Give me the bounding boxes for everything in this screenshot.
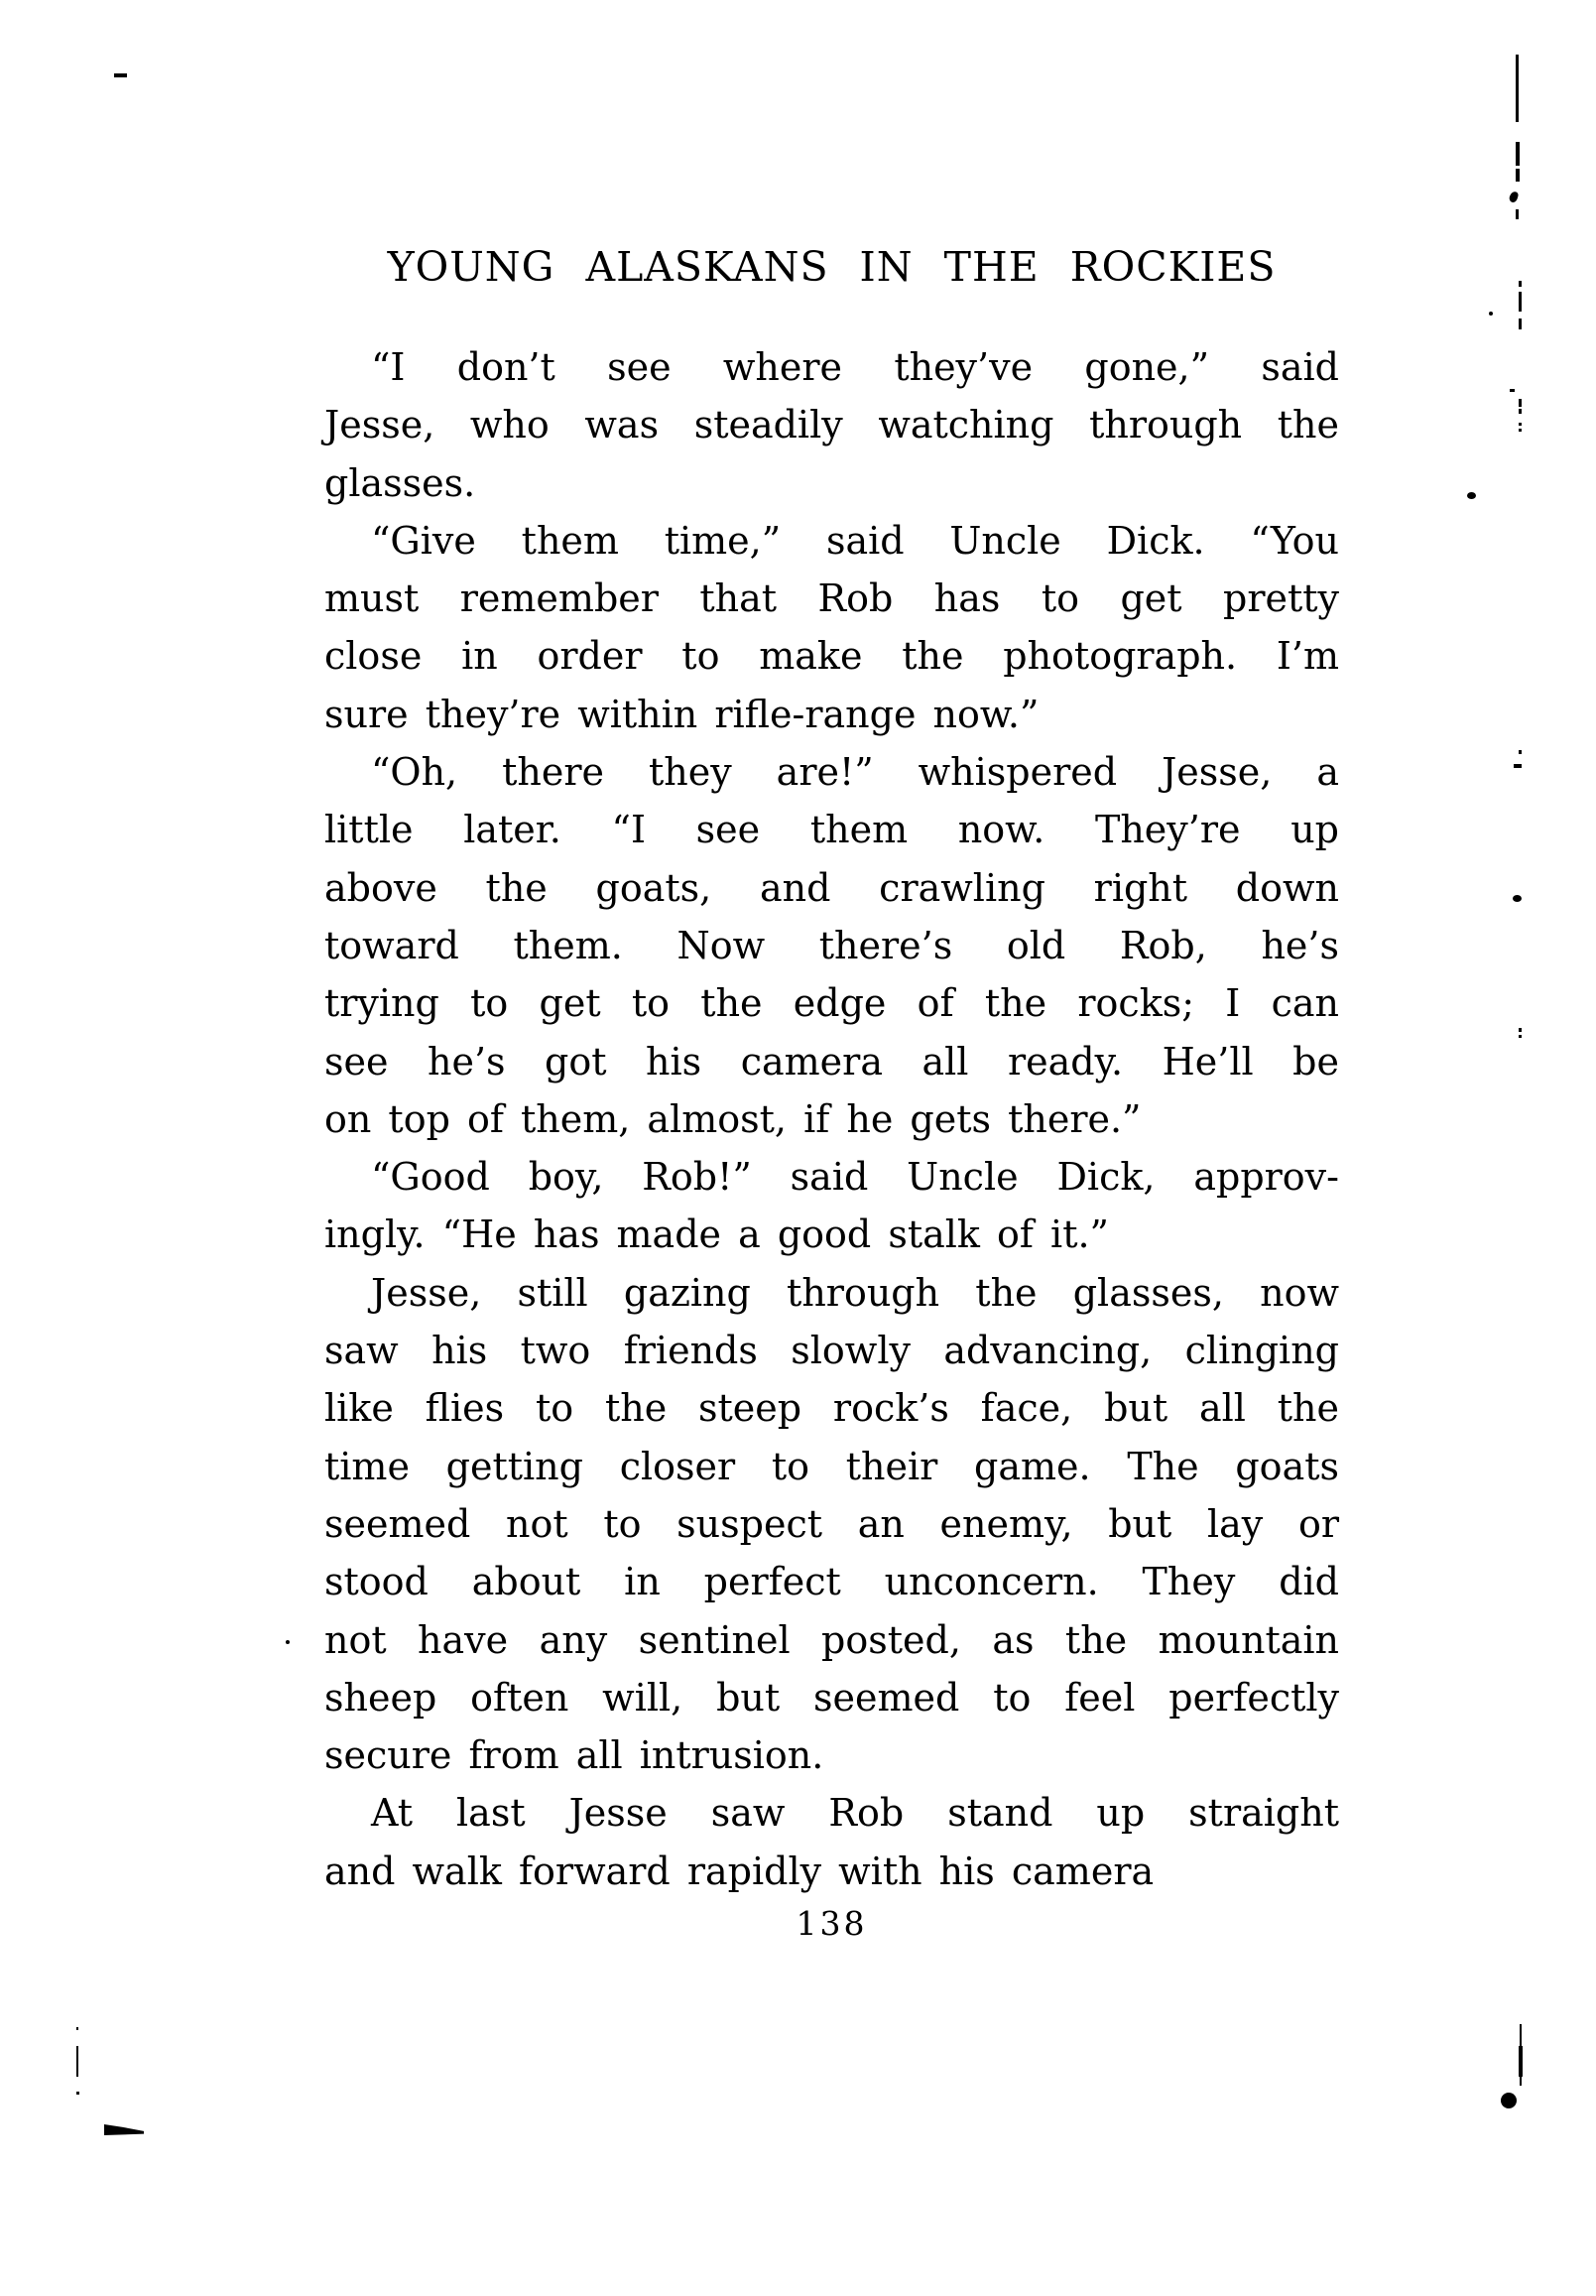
scan-mark — [1501, 2093, 1517, 2108]
scan-mark — [1516, 142, 1520, 166]
scan-mark — [1516, 55, 1519, 122]
text-line: sheep often will, but seemed to feel perfectly — [324, 1675, 1339, 1720]
text-line: must remember that Rob has to get pretty — [324, 576, 1339, 621]
text-line: Jesse, who was steadily watching through the — [324, 403, 1339, 447]
text-line: “I don’t see where they’ve gone,” said — [371, 345, 1339, 389]
text-line: “Oh, there they are!” whispered Jesse, a — [371, 750, 1339, 795]
text-line: little later. “I see them now. They’re up — [324, 808, 1339, 852]
text-line: stood about in perfect unconcern. They did — [324, 1560, 1339, 1604]
scan-mark — [1519, 2046, 1523, 2077]
scan-mark — [1467, 492, 1476, 499]
running-header: YOUNG ALASKANS IN THE ROCKIES — [387, 243, 1277, 291]
paragraph — [324, 1784, 1339, 1900]
text-line: above the goats, and crawling right down — [324, 865, 1339, 910]
text-line: secure from all intrusion. — [324, 1733, 824, 1778]
text-line: trying to get to the edge of the rocks; I can — [324, 981, 1339, 1026]
scan-mark — [1489, 312, 1493, 316]
paragraph — [324, 743, 1339, 1148]
text-line: ingly. “He has made a good stalk of it.” — [324, 1212, 1109, 1257]
scan-mark — [1519, 281, 1522, 287]
scan-mark — [104, 2124, 144, 2135]
scan-mark — [1519, 399, 1522, 407]
paragraph — [324, 512, 1339, 743]
text-line: toward them. Now there’s old Rob, he’s — [324, 923, 1339, 967]
paragraph — [324, 1264, 1339, 1785]
scan-mark — [1516, 169, 1520, 182]
scan-mark — [76, 2046, 78, 2077]
text-line: not have any sentinel posted, as the mountain — [324, 1617, 1339, 1662]
text-line: glasses. — [324, 460, 476, 505]
scan-mark — [1519, 750, 1522, 754]
scan-mark — [76, 2027, 78, 2030]
paragraph — [324, 338, 1339, 512]
scan-mark — [286, 1640, 290, 1644]
scan-mark — [1510, 389, 1515, 392]
text-line: sure they’re within rifle-range now.” — [324, 692, 1040, 736]
scan-mark — [1519, 409, 1522, 414]
scan-mark — [1513, 895, 1522, 902]
text-line: close in order to make the photograph. I’m — [324, 634, 1339, 679]
text-line: “Give them time,” said Uncle Dick. “You — [371, 518, 1339, 563]
text-line: Jesse, still gazing through the glasses, now — [371, 1270, 1339, 1315]
scan-mark — [1519, 1028, 1522, 1032]
scan-mark — [1514, 764, 1522, 768]
text-line: see he’s got his camera all ready. He’ll be — [324, 1039, 1339, 1084]
text-line: seemed not to suspect an enemy, but lay or — [324, 1501, 1339, 1546]
scan-mark — [76, 2092, 79, 2095]
page-body — [324, 338, 1339, 1900]
scan-mark — [1519, 292, 1522, 312]
text-line: saw his two friends slowly advancing, clinging — [324, 1329, 1339, 1373]
scan-mark — [1519, 1035, 1522, 1038]
text-line: time getting closer to their game. The goats — [324, 1444, 1339, 1488]
scan-mark — [1519, 429, 1522, 432]
scan-mark — [114, 73, 127, 77]
page-number: 138 — [796, 1904, 868, 1943]
text-line: “Good boy, Rob!” said Uncle Dick, approv- — [371, 1155, 1339, 1200]
scan-mark — [1508, 191, 1519, 203]
text-line: At last Jesse saw Rob stand up straight — [371, 1791, 1339, 1836]
text-line: and walk forward rapidly with his camera — [324, 1849, 1155, 1893]
text-line: on top of them, almost, if he gets there.” — [324, 1096, 1142, 1141]
text-line: like flies to the steep rock’s face, but all the — [324, 1386, 1339, 1431]
scan-mark — [1519, 423, 1522, 426]
scan-mark — [1519, 319, 1522, 329]
paragraph — [324, 1148, 1339, 1264]
scan-mark — [1516, 209, 1519, 219]
